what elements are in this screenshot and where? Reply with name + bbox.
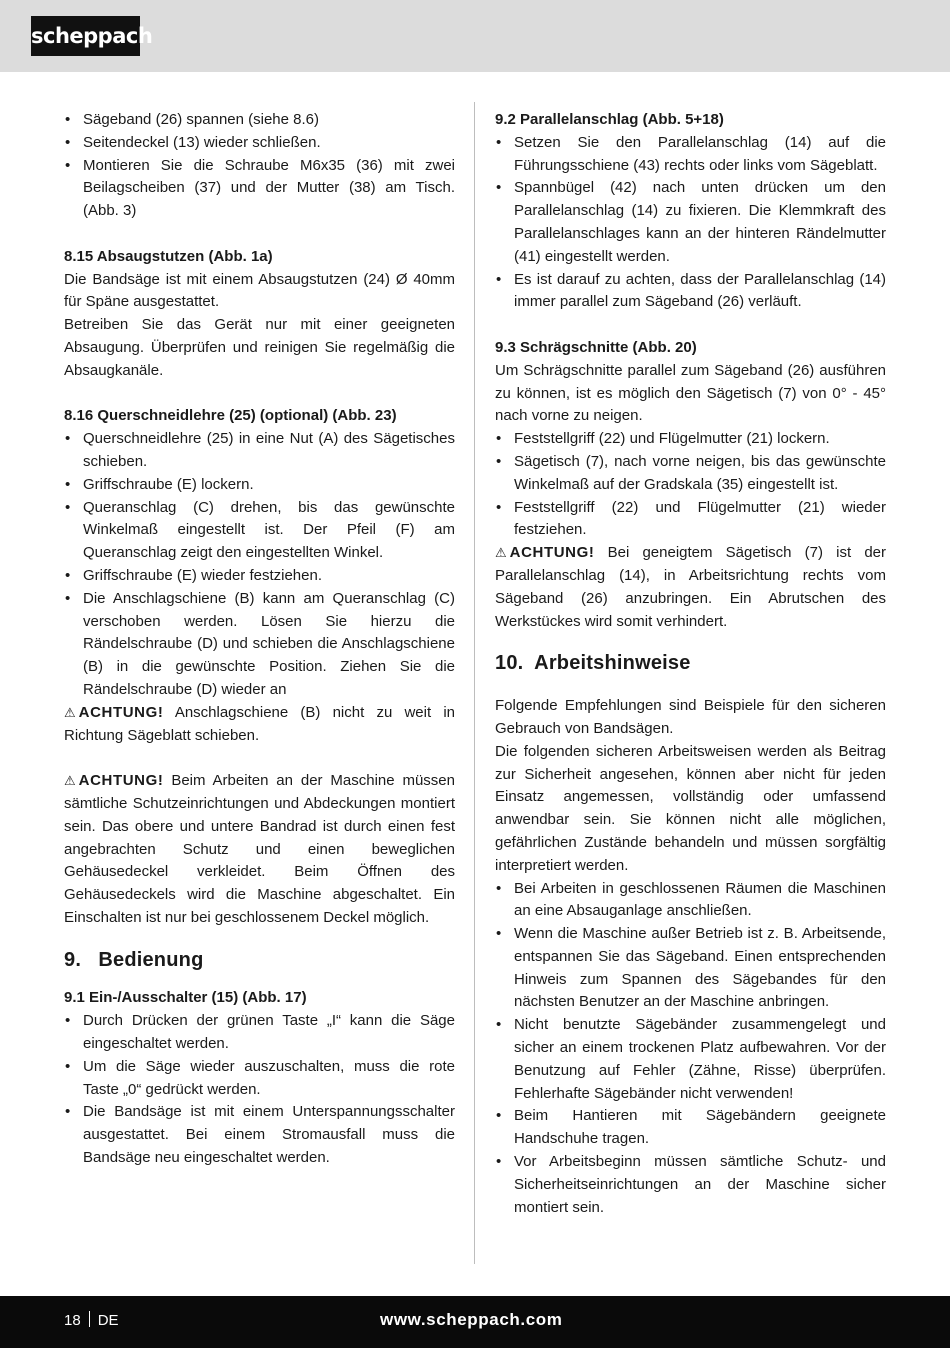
scheppach-logo: scheppach xyxy=(31,16,140,56)
bullet-list xyxy=(495,132,886,314)
warning-paragraph xyxy=(64,770,455,930)
section-heading-8-15: 8.15 Absaugstutzen (Abb. 1a) xyxy=(64,247,273,265)
bullet-list xyxy=(64,109,455,223)
warning-triangle-icon: ⚠ xyxy=(64,773,76,789)
warning-paragraph xyxy=(495,542,886,633)
paragraph: Die Bandsäge ist mit einem Absaugstutzen (24) Ø 40mm für Späne ausgestattet. xyxy=(64,270,455,311)
paragraph: Um Schrägschnitte parallel zum Sägeband (26) ausführen zu können, ist es möglich den Sägetisch (7) von 0° - 45° nach vorne zu neigen. xyxy=(495,361,886,425)
list-item: • Beim Hantieren mit Sägebändern geeignete Handschuhe tragen. xyxy=(495,1105,886,1151)
list-item: • Feststellgriff (22) und Flügelmutter (21) wieder festziehen. xyxy=(495,497,886,543)
list-item: • Nicht benutzte Sägebänder zusammengelegt und sicher an einem trockenen Platz aufbewahren. Vor der Benutzung auf Fehler (Zähne, Risse) überprüfen. Fehlerhafte Sägebänder nicht verwenden! xyxy=(495,1014,886,1105)
list-item: • Setzen Sie den Parallelanschlag (14) auf die Führungsschiene (43) rechts oder links vom Sägeblatt. xyxy=(495,132,886,178)
column-divider xyxy=(474,102,475,1264)
warning-paragraph xyxy=(64,702,455,748)
list-item: • Es ist darauf zu achten, dass der Parallelanschlag (14) immer parallel zum Sägeband (26) verläuft. xyxy=(495,269,886,315)
list-item: • Die Bandsäge ist mit einem Unterspannungsschalter ausgestattet. Bei einem Stromausfall muss die Bandsäge neu eingeschaltet werden. xyxy=(64,1101,455,1169)
list-item: • Wenn die Maschine außer Betrieb ist z. B. Arbeitsende, entspannen Sie das Sägeband. Einen entsprechenden Hinweis zum Spannen des Sägebandes für den nächsten Benutzer an der Maschine anbringen. xyxy=(495,923,886,1014)
list-item: • Sägetisch (7), nach vorne neigen, bis das gewünschte Winkelmaß auf der Gradskala (35) eingestellt ist. xyxy=(495,451,886,497)
chapter-heading-9: 9. Bedienung xyxy=(64,948,204,971)
warning-label: ACHTUNG! xyxy=(78,772,164,790)
paragraph: Folgende Empfehlungen sind Beispiele für den sicheren Gebrauch von Bandsägen. xyxy=(495,697,886,737)
list-item: • Die Anschlagschiene (B) kann am Queranschlag (C) verschoben werden. Lösen Sie hierzu die Rändelschraube (D) und schieben die Anschlagschiene (B) in die gewünschte Position. Ziehen Sie die Rändelschraube (D) wieder an xyxy=(64,588,455,702)
list-item: • Um die Säge wieder auszuschalten, muss die rote Taste „0“ gedrückt werden. xyxy=(64,1056,455,1102)
list-item: • Feststellgriff (22) und Flügelmutter (21) lockern. xyxy=(495,428,886,451)
list-item: • Spannbügel (42) nach unten drücken um den Parallelanschlag (14) zu fixieren. Die Klemmkraft des Parallelanschlages kann an der hinteren Rändelmutter (41) eingestellt werden. xyxy=(495,177,886,268)
warning-text: Beim Arbeiten an der Maschine müssen sämtliche Schutzeinrichtungen und Abdeckungen montiert sein. Das obere und untere Bandrad ist durch einen fest angebrachten Schutz und einen beweglichen Gehäusedeckel verkleidet. Beim Öffnen des Gehäusedeckels wird die Maschine abgeschaltet. Ein Einschalten ist nur bei geschlossenem Deckel möglich. xyxy=(64,772,455,926)
list-item: • Griffschraube (E) lockern. xyxy=(64,474,455,497)
header-bar xyxy=(0,0,950,72)
list-item: • Griffschraube (E) wieder festziehen. xyxy=(64,565,455,588)
warning-label: ACHTUNG! xyxy=(509,544,595,562)
warning-text: Bei geneigtem Sägetisch (7) ist der Parallelanschlag (14), in Arbeitsrichtung rechts vom Sägeband (26) anzubringen. Ein Abrutschen des Werkstückes wird somit verhindert. xyxy=(495,544,886,630)
left-column xyxy=(64,109,455,1170)
website-link[interactable]: www.scheppach.com xyxy=(380,1310,563,1329)
list-item: • Montieren Sie die Schraube M6x35 (36) mit zwei Beilagscheiben (37) und der Mutter (38) am Tisch. (Abb. 3) xyxy=(64,155,455,223)
paragraph: Betreiben Sie das Gerät nur mit einer geeigneten Absaugung. Überprüfen und reinigen Sie regelmäßig die Absaugkanäle. xyxy=(64,316,455,379)
warning-text: Anschlagschiene (B) nicht zu weit in Richtung Sägeblatt schieben. xyxy=(64,703,455,744)
warning-triangle-icon: ⚠ xyxy=(495,545,507,561)
page-number: 18 xyxy=(64,1312,81,1329)
list-item: • Bei Arbeiten in geschlossenen Räumen die Maschinen an eine Absauganlage anschließen. xyxy=(495,878,886,924)
list-item: • Queranschlag (C) drehen, bis das gewünschte Winkelmaß eingestellt ist. Der Pfeil (F) am Queranschlag zeigt den eingestellten Winkel. xyxy=(64,497,455,565)
section-heading-9-3: 9.3 Schrägschnitte (Abb. 20) xyxy=(495,338,697,356)
paragraph: Die folgenden sicheren Arbeitsweisen werden als Beitrag zur Sicherheit angesehen, können aber nicht für jeden Einsatz angemessen, vollständig oder umfassend anwendbar sein. Sie können nicht alle möglichen, gefährlichen Zustände behandeln und müssen sorgfältig interpretiert werden. xyxy=(495,742,886,874)
bullet-list xyxy=(64,428,455,702)
list-item: • Querschneidlehre (25) in eine Nut (A) des Sägetisches schieben. xyxy=(64,428,455,474)
chapter-heading-10: 10. Arbeitshinweise xyxy=(495,652,691,675)
warning-label: ACHTUNG! xyxy=(78,703,164,721)
bullet-list xyxy=(64,1010,455,1170)
bullet-list xyxy=(495,878,886,1220)
page-indicator xyxy=(64,1311,119,1331)
section-heading-9-1: 9.1 Ein-/Ausschalter (15) (Abb. 17) xyxy=(64,989,307,1007)
warning-triangle-icon: ⚠ xyxy=(64,704,76,720)
section-heading-8-16: 8.16 Querschneidlehre (25) (optional) (Abb. 23) xyxy=(64,407,397,425)
page-separator xyxy=(89,1311,90,1327)
footer-bar xyxy=(0,1296,950,1348)
bullet-list xyxy=(495,428,886,542)
list-item: • Durch Drücken der grünen Taste „I“ kann die Säge eingeschaltet werden. xyxy=(64,1010,455,1056)
list-item: • Sägeband (26) spannen (siehe 8.6) xyxy=(64,109,455,132)
right-column xyxy=(495,109,886,1219)
language-code: DE xyxy=(97,1312,119,1329)
list-item: • Vor Arbeitsbeginn müssen sämtliche Schutz- und Sicherheitseinrichtungen an der Maschine sicher montiert sein. xyxy=(495,1151,886,1219)
list-item: • Seitendeckel (13) wieder schließen. xyxy=(64,132,455,155)
section-heading-9-2: 9.2 Parallelanschlag (Abb. 5+18) xyxy=(495,111,724,128)
